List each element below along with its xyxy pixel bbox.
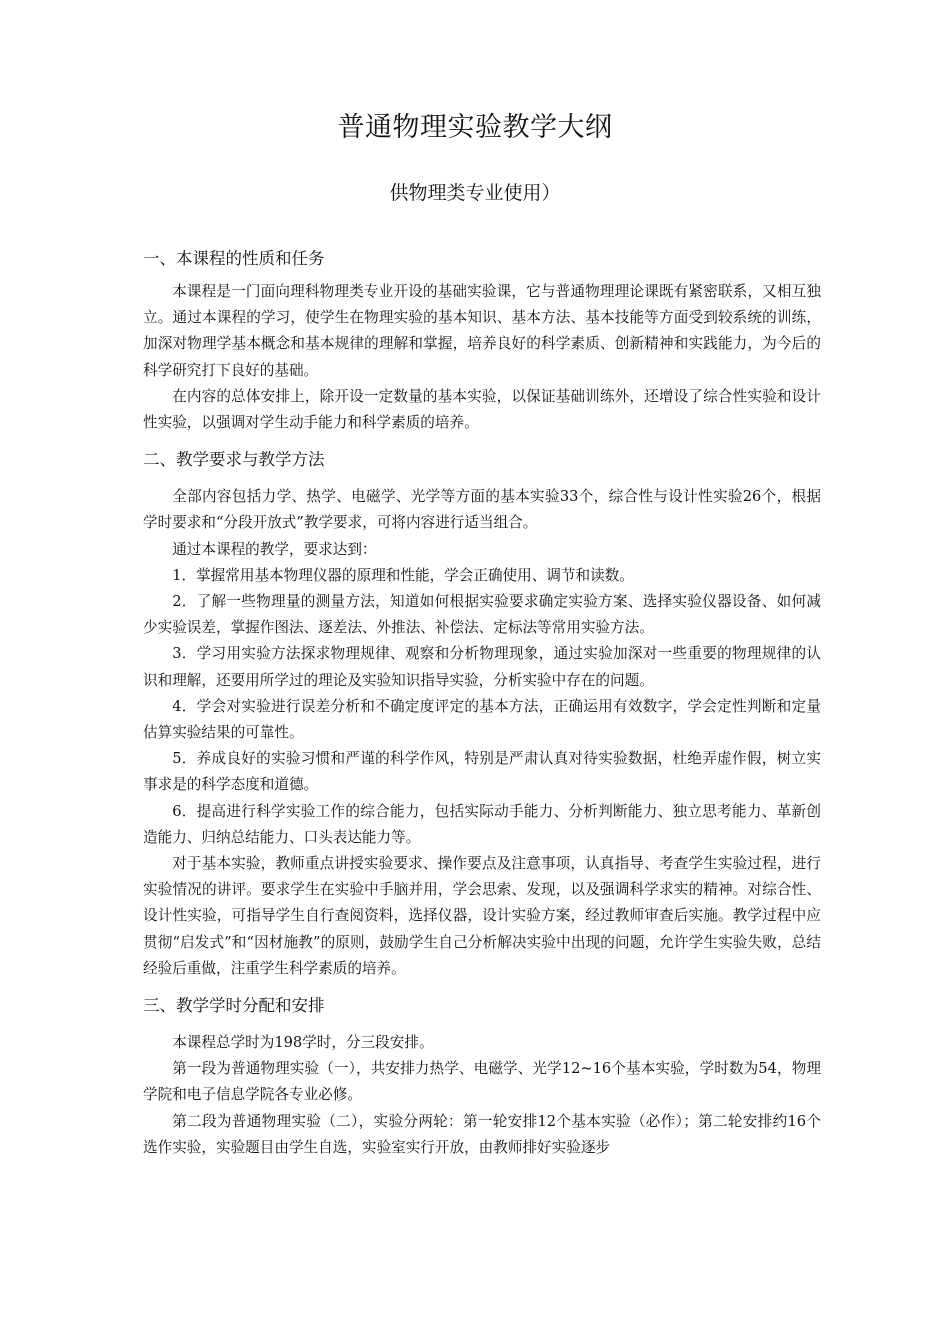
- paragraph: 本课程是一门面向理科物理类专业开设的基础实验课，它与普通物理理论课既有紧密联系，又相互独立。通过本课程的学习，使学生在物理实验的基本知识、基本方法、基本技能等方面受到较系统的训练，加深对物理学基本概念和基本规律的理解和掌握，培养良好的科学素质、创新精神和实践能力，为今后的科学研究打下良好的基础。: [143, 283, 821, 379]
- page-subtitle: 供物理类专业使用）: [389, 182, 561, 204]
- section-course-nature: [143, 246, 821, 436]
- section-teaching-requirements: [143, 447, 821, 982]
- document-body: [143, 246, 821, 1161]
- paragraph: 在内容的总体安排上，除开设一定数量的基本实验，以保证基础训练外，还增设了综合性实验和设计性实验，以强调对学生动手能力和科学素质的培养。: [143, 387, 821, 432]
- paragraph: 本课程总学时为198学时，分三段安排。: [172, 1034, 434, 1052]
- paragraph: 全部内容包括力学、热学、电磁学、光学等方面的基本实验33个，综合性与设计性实验26个，根据学时要求和“分段开放式”教学要求，可将内容进行适当组合。: [143, 488, 821, 532]
- section-heading: 一、本课程的性质和任务: [143, 249, 325, 268]
- paragraph: 通过本课程的教学，要求达到：: [172, 540, 377, 558]
- list-item: 1．掌握常用基本物理仪器的原理和性能，学会正确使用、调节和读数。: [172, 566, 634, 584]
- paragraph: 第一段为普通物理实验（一），共安排力热学、电磁学、光学12~16个基本实验，学时数为54，物理学院和电子信息学院各专业必修。: [143, 1060, 821, 1104]
- list-item: 3．学习用实验方法探求物理规律、观察和分析物理现象，通过实验加深对一些重要的物理规律的认识和理解，还要用所学过的理论及实验知识指导实验，分析实验中存在的问题。: [143, 645, 821, 689]
- list-item: 6．提高进行科学实验工作的综合能力，包括实际动手能力、分析判断能力、独立思考能力、革新创造能力、归纳总结能力、口头表达能力等。: [143, 802, 821, 846]
- list-item: 2．了解一些物理量的测量方法，知道如何根据实验要求确定实验方案、选择实验仪器设备、如何减少实验误差，掌握作图法、逐差法、外推法、补偿法、定标法等常用实验方法。: [143, 593, 821, 637]
- section-heading: 三、教学学时分配和安排: [143, 996, 325, 1016]
- paragraph: 对于基本实验，教师重点讲授实验要求、操作要点及注意事项，认真指导、考查学生实验过程，进行实验情况的讲评。要求学生在实验中手脑并用，学会思索、发现，以及强调科学求实的精神。对综合性、设计性实验，可指导学生自行查阅资料，选择仪器，设计实验方案，经过教师审查后实施。教学过程中应贯彻“启发式”和“因材施教”的原则，鼓励学生自己分析解决实验中出现的问题，允许学生实验失败，总结经验后重做，注重学生科学素质的培养。: [143, 855, 821, 977]
- section-heading: 二、教学要求与教学方法: [143, 450, 325, 470]
- paragraph: 第二段为普通物理实验（二），实验分两轮：第一轮安排12个基本实验（必作）；第二轮安排约16个选作实验，实验题目由学生自选，实验室实行开放，由教师排好实验逐步: [143, 1112, 821, 1156]
- section-hours-allocation: [143, 993, 821, 1161]
- list-item: 5．养成良好的实验习惯和严谨的科学作风，特别是严肃认真对待实验数据，杜绝弄虚作假，树立实事求是的科学态度和道德。: [143, 750, 821, 794]
- page-title: 普通物理实验教学大纲: [337, 112, 613, 143]
- list-item: 4．学会对实验进行误差分析和不确定度评定的基本方法，正确运用有效数字，学会定性判断和定量估算实验结果的可靠性。: [143, 697, 821, 742]
